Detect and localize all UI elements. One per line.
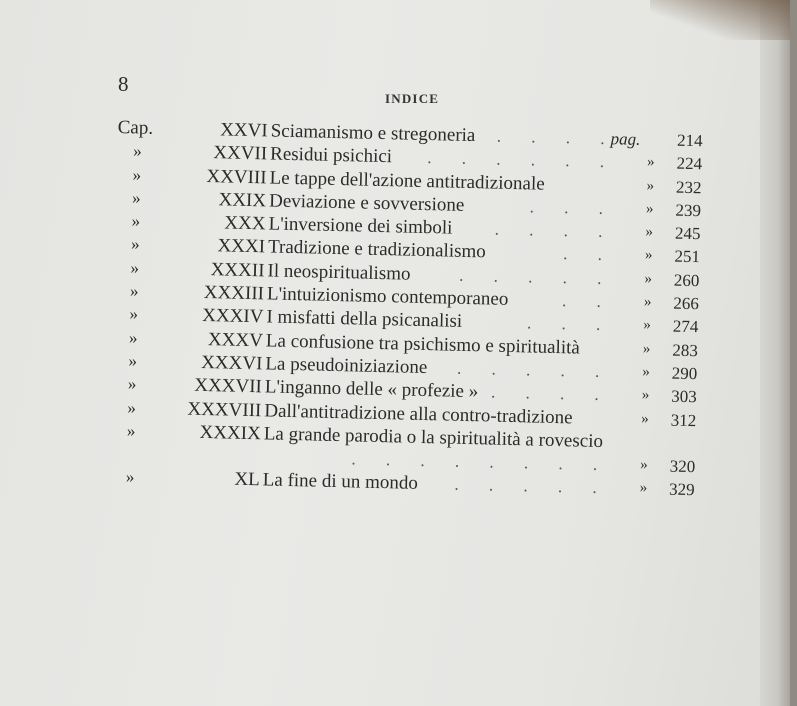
page-ref: 232 — [675, 177, 702, 197]
chapter-number: XXXII — [210, 258, 265, 282]
chapter-number: XXXIII — [203, 282, 265, 305]
chapter-title: L'intuizionismo contemporaneo — [266, 283, 509, 310]
page-ref: 303 — [671, 386, 697, 407]
ditto-marker: » — [646, 177, 655, 194]
chapter-title: La confusione tra psichismo e spiritualità — [265, 330, 581, 359]
chapter-prefix: » — [125, 467, 135, 487]
page-ref: 329 — [668, 480, 695, 500]
dot-leader: . . — [563, 244, 616, 265]
chapter-title: Residui psichici — [269, 143, 393, 168]
ditto-marker: » — [643, 294, 652, 311]
ditto-marker: » — [644, 270, 653, 287]
chapter-prefix: » — [128, 327, 138, 348]
chapter-number: XXXVI — [200, 351, 263, 375]
chapter-prefix: » — [131, 188, 141, 208]
page-ref: 274 — [672, 317, 699, 337]
page-ref: 245 — [674, 223, 701, 244]
ditto-marker: » — [639, 480, 648, 497]
chapter-number: XXXVII — [194, 375, 263, 398]
ditto-marker: » — [643, 317, 652, 334]
chapter-number: XXXI — [217, 235, 266, 258]
ditto-marker: » — [641, 410, 649, 427]
chapter-number: XXIX — [218, 189, 267, 212]
ditto-marker: » — [640, 456, 648, 473]
chapter-prefix: Cap. — [117, 116, 154, 139]
chapter-number: XL — [234, 469, 261, 491]
chapter-title: Tradizione e tradizionalismo — [267, 236, 486, 263]
dot-leader: . . . . . — [459, 265, 615, 289]
page-label: pag. — [610, 129, 641, 149]
dot-leader: . . . . . — [454, 475, 610, 498]
dot-leader: . . — [561, 291, 615, 312]
chapter-prefix: » — [131, 211, 141, 231]
chapter-prefix: » — [129, 304, 139, 324]
dot-leader: . . . — [529, 197, 617, 219]
chapter-prefix: » — [132, 141, 142, 161]
page-ref: 224 — [676, 153, 703, 174]
page-ref: 251 — [674, 247, 701, 267]
chapter-title: L'inganno delle « profezie » — [264, 376, 479, 403]
dot-leader: . . . . — [494, 219, 616, 242]
chapter-title: La fine di un mondo — [262, 469, 419, 495]
page-ref: 290 — [671, 363, 698, 384]
page-ref: 320 — [669, 456, 696, 477]
corner-shadow — [650, 0, 790, 40]
chapter-title: Sciamanismo e stregoneria — [270, 120, 476, 147]
ditto-marker: » — [646, 154, 655, 171]
chapter-prefix: » — [126, 421, 136, 441]
dot-leader: . . . . . . . . — [351, 449, 611, 475]
chapter-number: XXXV — [207, 328, 264, 352]
page-ref: 283 — [672, 340, 699, 360]
chapter-prefix: » — [130, 234, 140, 255]
chapter-title: Deviazione e sovversione — [268, 190, 465, 216]
ditto-marker: » — [645, 200, 654, 218]
ditto-marker: » — [642, 340, 651, 357]
chapter-title: Il neospiritualismo — [267, 260, 411, 285]
chapter-prefix: » — [130, 258, 140, 278]
page-edge — [760, 0, 790, 706]
chapter-number: XXXIV — [202, 305, 264, 328]
dot-leader: . . . — [526, 313, 614, 335]
chapter-title: Le tappe dell'azione antitradizionale — [269, 167, 545, 195]
chapter-number: XXVI — [219, 119, 268, 142]
dot-leader: . . . . . — [456, 358, 613, 382]
ditto-marker: » — [644, 247, 653, 264]
chapter-prefix: » — [129, 281, 139, 301]
chapter-prefix: » — [132, 164, 142, 185]
page-ref: 312 — [670, 410, 697, 430]
chapter-prefix: » — [128, 351, 138, 371]
chapter-number: XXVII — [213, 142, 268, 165]
chapter-title: I misfatti della psicanalisi — [266, 306, 463, 333]
chapter-prefix: » — [127, 374, 137, 394]
chapter-prefix: » — [127, 397, 137, 418]
page-number: 8 — [118, 72, 129, 96]
page-ref: 266 — [673, 293, 700, 314]
chapter-number: XXX — [224, 212, 266, 235]
chapter-title: L'inversione dei simboli — [268, 213, 453, 239]
chapter-title: La pseudoiniziazione — [265, 353, 428, 379]
ditto-marker: » — [642, 363, 651, 381]
ditto-marker: » — [645, 224, 654, 241]
page-ref: 239 — [675, 200, 702, 221]
table-of-contents — [110, 116, 718, 502]
page-ref: 260 — [673, 270, 700, 291]
chapter-title: Dall'antitradizione alla contro-tradizione — [264, 399, 573, 428]
chapter-number: XXXIX — [199, 421, 262, 445]
ditto-marker: » — [641, 387, 650, 404]
dot-leader: . . . . — [490, 382, 613, 405]
page-ref: 214 — [676, 130, 703, 151]
chapter-number: XXVIII — [206, 165, 267, 188]
chapter-title: La grande parodia o la spiritualità a rovescio — [263, 423, 604, 452]
chapter-number: XXXVIII — [187, 398, 262, 421]
dot-leader: . . . . — [496, 126, 618, 149]
dot-leader: . . . . . . — [427, 148, 618, 172]
page-header: INDICE — [385, 91, 440, 106]
